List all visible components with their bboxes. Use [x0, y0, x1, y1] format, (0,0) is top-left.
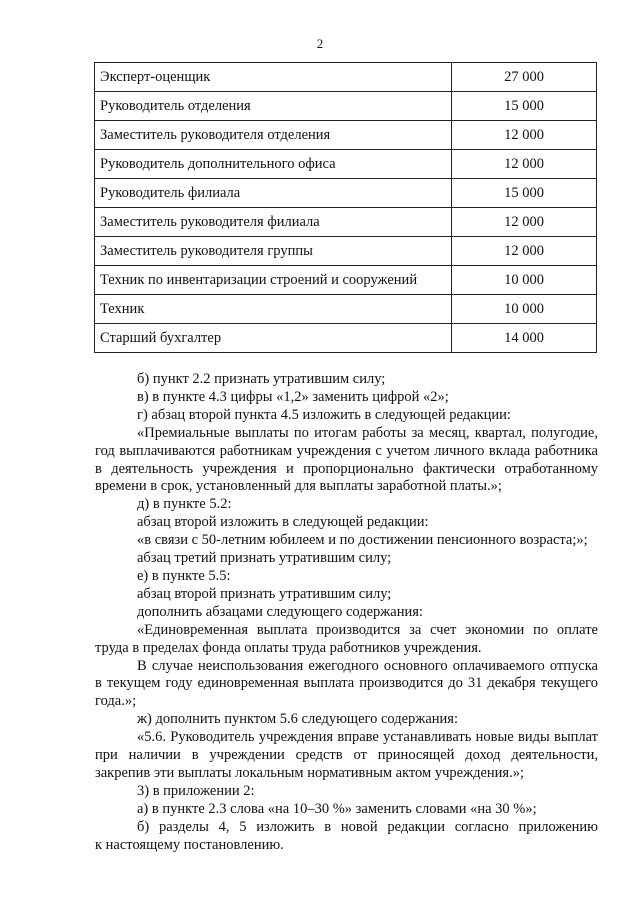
paragraph-line: В случае неиспользования ежегодного основного оплачиваемого отпуска	[137, 657, 598, 674]
paragraph: а) в пункте 2.3 слова «на 10–30 %» заменить словами «на 30 %»;	[137, 800, 537, 817]
paragraph: е) в пункте 5.5:	[137, 567, 231, 584]
amount-cell: 14 000	[452, 324, 597, 353]
table-row	[95, 179, 597, 208]
paragraph-line: закрепив эти выплаты локальным нормативным актом учреждения.»;	[95, 764, 524, 781]
amount-cell: 10 000	[452, 266, 597, 295]
paragraph-line: в деятельность учреждения и пропорционально фактически отработанному	[95, 460, 598, 477]
document-body	[95, 371, 598, 854]
table-row	[95, 150, 597, 179]
table-row	[95, 63, 597, 92]
table-row	[95, 121, 597, 150]
position-cell: Старший бухгалтер	[95, 324, 452, 353]
paragraph: б) пункт 2.2 признать утратившим силу;	[137, 371, 386, 387]
paragraph: «в связи с 50-летним юбилеем и по достижении пенсионного возраста;»;	[137, 532, 588, 549]
amount-cell: 27 000	[452, 63, 597, 92]
paragraph-line: времени в срок, установленный для выплаты заработной платы.»;	[95, 478, 502, 495]
position-cell: Эксперт-оценщик	[95, 63, 452, 92]
amount-cell: 12 000	[452, 208, 597, 237]
amount-cell: 15 000	[452, 92, 597, 121]
table-row	[95, 208, 597, 237]
position-cell: Руководитель дополнительного офиса	[95, 150, 452, 179]
paragraph: 3) в приложении 2:	[137, 782, 255, 799]
position-cell: Заместитель руководителя группы	[95, 237, 452, 266]
paragraph-line: «Премиальные выплаты по итогам работы за месяц, квартал, полугодие,	[137, 424, 598, 441]
position-cell: Руководитель отделения	[95, 92, 452, 121]
table-row	[95, 266, 597, 295]
page-number: 2	[316, 36, 324, 51]
paragraph-line: труда в пределах фонда оплаты труда работников учреждения.	[95, 639, 482, 656]
table-row	[95, 295, 597, 324]
paragraph-line: при наличии в учреждении средств от приносящей доход деятельности,	[95, 747, 598, 764]
amount-cell: 15 000	[452, 179, 597, 208]
paragraph: дополнить абзацами следующего содержания:	[137, 603, 423, 620]
paragraph: ж) дополнить пунктом 5.6 следующего содержания:	[137, 711, 458, 728]
paragraph: д) в пункте 5.2:	[137, 496, 232, 513]
position-cell: Заместитель руководителя отделения	[95, 121, 452, 150]
position-cell: Руководитель филиала	[95, 179, 452, 208]
table-row	[95, 324, 597, 353]
amount-cell: 12 000	[452, 150, 597, 179]
paragraph: в) в пункте 4.3 цифры «1,2» заменить цифрой «2»;	[137, 388, 449, 405]
position-cell: Заместитель руководителя филиала	[95, 208, 452, 237]
positions-table	[94, 62, 597, 353]
amount-cell: 12 000	[452, 121, 597, 150]
paragraph-line: в текущем году единовременная выплата производится до 31 декабря текущего	[95, 675, 598, 692]
paragraph-line: «5.6. Руководитель учреждения вправе устанавливать новые виды выплат	[137, 729, 598, 746]
position-cell: Техник	[95, 295, 452, 324]
paragraph-line: год выплачиваются работникам учреждения с учетом личного вклада работника	[95, 442, 598, 459]
paragraph-line: б) разделы 4, 5 изложить в новой редакции согласно приложению	[137, 818, 598, 835]
table-row	[95, 92, 597, 121]
amount-cell: 12 000	[452, 237, 597, 266]
paragraph: г) абзац второй пункта 4.5 изложить в следующей редакции:	[137, 406, 511, 423]
paragraph-line: «Единовременная выплата производится за счет экономии по оплате	[137, 621, 598, 638]
paragraph: абзац второй изложить в следующей редакции:	[137, 514, 429, 531]
paragraph-line: к настоящему постановлению.	[95, 836, 284, 853]
paragraph: абзац второй признать утратившим силу;	[137, 585, 392, 602]
paragraph: абзац третий признать утратившим силу;	[137, 550, 392, 567]
table-row	[95, 237, 597, 266]
paragraph-line: года.»;	[95, 693, 137, 710]
amount-cell: 10 000	[452, 295, 597, 324]
position-cell: Техник по инвентаризации строений и сооружений	[95, 266, 452, 295]
